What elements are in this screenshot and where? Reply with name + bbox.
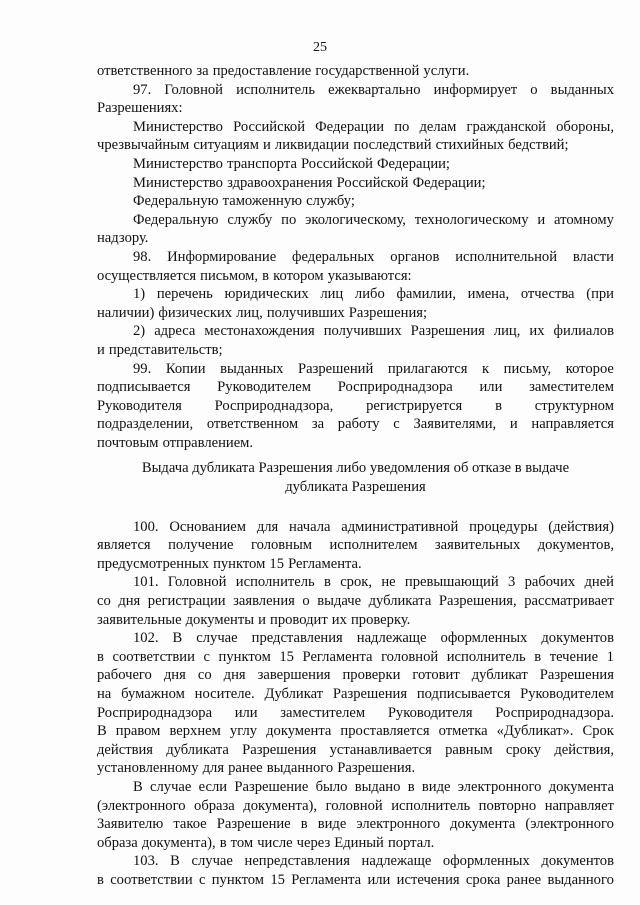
text-line-l09: Федеральную службу по экологическому, технологическому и атомному [133, 211, 614, 228]
section-heading [97, 459, 614, 496]
heading-line-1: Выдача дубликата Разрешения либо уведомления об отказе в выдаче [141, 460, 570, 477]
text-line-m17: Заявителю такое Разрешение в виде электронного документа (электронного [97, 816, 614, 833]
text-line-m16: (электронного образа документа), головной исполнитель повторно направляет [97, 797, 614, 814]
text-line-m07: 102. В случае представления надлежаще оформленных документов [133, 630, 614, 647]
text-line-m02: является получение головным исполнителем заявительных документов, [97, 537, 614, 554]
text-line-m11: Росприроднадзора или заместителем Руководителя Росприроднадзора. [97, 704, 614, 721]
paragraphs-before-heading [97, 62, 614, 452]
text-line-m06: заявительные документы и проводит их проверку. [97, 611, 411, 628]
text-line-m03: предусмотренных пунктом 15 Регламента. [97, 555, 362, 572]
text-line-m14: установленному для ранее выданного Разрешения. [97, 760, 416, 777]
text-line-m19: 103. В случае непредставления надлежаще оформленных документов [133, 853, 614, 870]
text-line-l20: подразделении, ответственном за работу с Заявителями, и направляется [97, 416, 614, 433]
text-line-m09: рабочего дня со дня завершения проверки готовит дубликат Разрешения [97, 667, 614, 684]
text-line-l12: осуществляется письмом, в котором указываются: [97, 267, 412, 284]
text-line-m04: 101. Головной исполнитель в срок, не превышающий 3 рабочих дней [133, 574, 614, 591]
text-line-m13: действия дубликата Разрешения устанавливается равным сроку действия, [97, 741, 614, 758]
text-line-m20: в соответствии с пунктом 15 Регламента или истечения срока ранее выданного [97, 871, 614, 888]
text-line-l15: 2) адреса местонахождения получивших Разрешения лиц, их филиалов [133, 323, 614, 340]
text-line-l08: Федеральную таможенную службу; [133, 193, 355, 210]
text-line-l17: 99. Копии выданных Разрешений прилагаются к письму, которое [133, 360, 614, 377]
text-line-l11: 98. Информирование федеральных органов исполнительной власти [133, 248, 614, 265]
text-line-l01: ответственного за предоставление государственной услуги. [97, 63, 470, 79]
text-line-m15: В случае если Разрешение было выдано в виде электронного документа [133, 778, 614, 795]
text-line-l13: 1) перечень юридических лиц либо фамилии, имена, отчества (при [133, 286, 614, 303]
text-line-l10: надзору. [97, 230, 149, 247]
text-line-l16: и представительств; [97, 341, 223, 358]
text-line-m10: на бумажном носителе. Дубликат Разрешения подписывается Руководителем [97, 686, 614, 702]
text-line-l18: подписывается Руководителем Росприроднадзора или заместителем [97, 379, 614, 396]
page-number: 25 [313, 40, 327, 55]
paragraphs-after-heading [97, 518, 614, 890]
text-line-l02: 97. Головной исполнитель ежеквартально информирует о выданных [133, 81, 614, 98]
text-line-l19: Руководителя Росприроднадзора, регистрируется в структурном [97, 397, 614, 414]
text-line-m08: в соответствии с пунктом 15 Регламента головной исполнитель в течение 1 [97, 648, 614, 665]
text-line-l05: чрезвычайным ситуациям и ликвидации последствий стихийных бедствий; [97, 137, 569, 154]
heading-line-2: дубликата Разрешения [285, 479, 426, 496]
text-line-m12: В правом верхнем углу документа проставляется отметка «Дубликат». Срок [97, 723, 614, 740]
text-line-m01: 100. Основанием для начала административной процедуры (действия) [133, 518, 614, 535]
text-line-l14: наличии) физических лиц, получивших Разрешения; [97, 304, 428, 321]
text-line-l04: Министерство Российской Федерации по делам гражданской обороны, [133, 118, 614, 135]
text-line-l03: Разрешениях: [97, 100, 183, 117]
text-line-l07: Министерство здравоохранения Российской Федерации; [133, 174, 486, 191]
text-line-l21: почтовым отправлением. [97, 434, 254, 451]
text-line-l06: Министерство транспорта Российской Федерации; [133, 155, 450, 172]
page-body [97, 62, 614, 890]
text-line-m05: со дня регистрации заявления о выдаче дубликата Разрешения, рассматривает [97, 593, 614, 610]
text-line-m18: образа документа), в том числе через Единый портал. [97, 834, 435, 851]
